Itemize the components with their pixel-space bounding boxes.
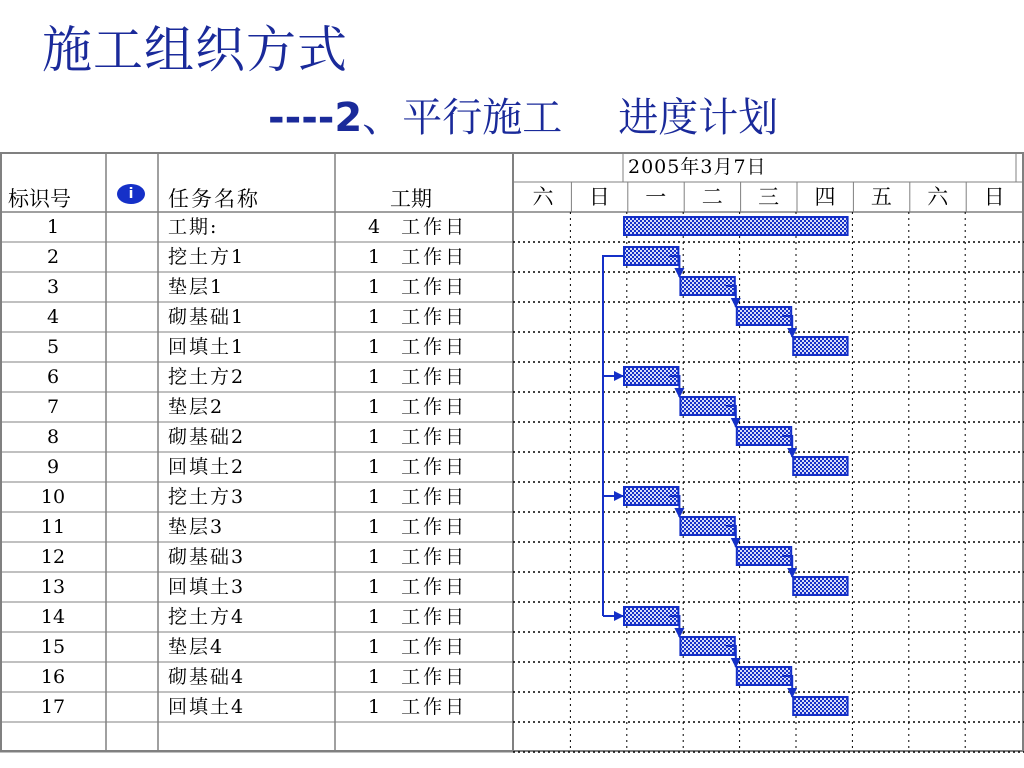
cell-duration: 1 工作日 xyxy=(368,426,468,448)
cell-id: 5 xyxy=(46,336,60,358)
gantt-grid-lines xyxy=(0,152,1024,753)
cell-duration: 1 工作日 xyxy=(368,456,468,478)
timeline-day: 日 xyxy=(588,185,610,209)
cell-id: 1 xyxy=(46,216,60,238)
cell-duration: 1 工作日 xyxy=(368,276,468,298)
gantt-chart xyxy=(0,152,1024,753)
cell-id: 4 xyxy=(46,306,60,328)
cell-id: 14 xyxy=(40,606,66,628)
cell-task-name: 砌基础2 xyxy=(168,426,246,448)
cell-duration: 1 工作日 xyxy=(368,576,468,598)
slide-subtitle xyxy=(268,86,778,143)
cell-task-name: 垫层3 xyxy=(168,516,225,538)
header-id[interactable]: 标识号 xyxy=(8,187,71,211)
subtitle-number: ----2 xyxy=(268,95,363,141)
cell-id: 8 xyxy=(46,426,60,448)
timeline-day: 四 xyxy=(814,185,836,209)
timeline-day: 六 xyxy=(927,185,949,209)
cell-duration: 1 工作日 xyxy=(368,606,468,628)
cell-task-name: 砌基础1 xyxy=(168,306,246,328)
cell-duration: 1 工作日 xyxy=(368,246,468,268)
cell-id: 2 xyxy=(46,246,60,268)
cell-id: 13 xyxy=(40,576,66,598)
cell-duration: 4 工作日 xyxy=(368,216,468,238)
timeline-day: 三 xyxy=(758,185,780,209)
cell-task-name: 回填土2 xyxy=(168,456,246,478)
timeline-day: 日 xyxy=(983,185,1005,209)
timeline-day: 一 xyxy=(645,185,667,209)
cell-duration: 1 工作日 xyxy=(368,546,468,568)
timeline-day: 五 xyxy=(870,185,892,209)
subtitle-text: 、平行施工 xyxy=(362,95,563,141)
cell-id: 17 xyxy=(40,696,66,718)
info-icon[interactable]: i xyxy=(117,184,145,204)
cell-id: 7 xyxy=(46,396,60,418)
task-bar xyxy=(793,697,847,715)
timeline-day: 二 xyxy=(701,185,723,209)
cell-duration: 1 工作日 xyxy=(368,306,468,328)
cell-duration: 1 工作日 xyxy=(368,636,468,658)
cell-id: 12 xyxy=(40,546,66,568)
dependency-link xyxy=(603,256,625,616)
slide-title: 施工组织方式 xyxy=(42,21,348,79)
cell-duration: 1 工作日 xyxy=(368,696,468,718)
cell-duration: 1 工作日 xyxy=(368,366,468,388)
cell-duration: 1 工作日 xyxy=(368,666,468,688)
subtitle-right: 进度计划 xyxy=(618,95,779,141)
timeline-week-label: 2005年3月7日 xyxy=(628,156,767,178)
cell-task-name: 回填土3 xyxy=(168,576,246,598)
cell-task-name: 垫层4 xyxy=(168,636,225,658)
cell-task-name: 砌基础4 xyxy=(168,666,246,688)
cell-id: 9 xyxy=(46,456,60,478)
cell-duration: 1 工作日 xyxy=(368,486,468,508)
cell-id: 3 xyxy=(46,276,60,298)
task-bar xyxy=(793,577,847,595)
cell-id: 16 xyxy=(40,666,66,688)
cell-task-name: 砌基础3 xyxy=(168,546,246,568)
header-duration[interactable]: 工期 xyxy=(390,187,432,211)
task-bar xyxy=(793,337,847,355)
cell-id: 15 xyxy=(40,636,66,658)
cell-task-name: 回填土1 xyxy=(168,336,246,358)
cell-duration: 1 工作日 xyxy=(368,396,468,418)
cell-task-name: 挖土方1 xyxy=(168,246,246,268)
cell-task-name: 挖土方4 xyxy=(168,606,246,628)
cell-duration: 1 工作日 xyxy=(368,516,468,538)
cell-duration: 1 工作日 xyxy=(368,336,468,358)
summary-bar xyxy=(624,217,848,235)
cell-task-name: 挖土方2 xyxy=(168,366,246,388)
header-task-name[interactable]: 任务名称 xyxy=(168,187,260,211)
timeline-day: 六 xyxy=(532,185,554,209)
cell-task-name: 垫层2 xyxy=(168,396,225,418)
cell-id: 11 xyxy=(40,516,66,538)
cell-task-name: 挖土方3 xyxy=(168,486,246,508)
cell-task-name: 回填土4 xyxy=(168,696,246,718)
cell-task-name: 垫层1 xyxy=(168,276,225,298)
cell-id: 10 xyxy=(40,486,66,508)
cell-task-name: 工期: xyxy=(168,216,219,238)
task-bar xyxy=(793,457,847,475)
cell-id: 6 xyxy=(46,366,60,388)
